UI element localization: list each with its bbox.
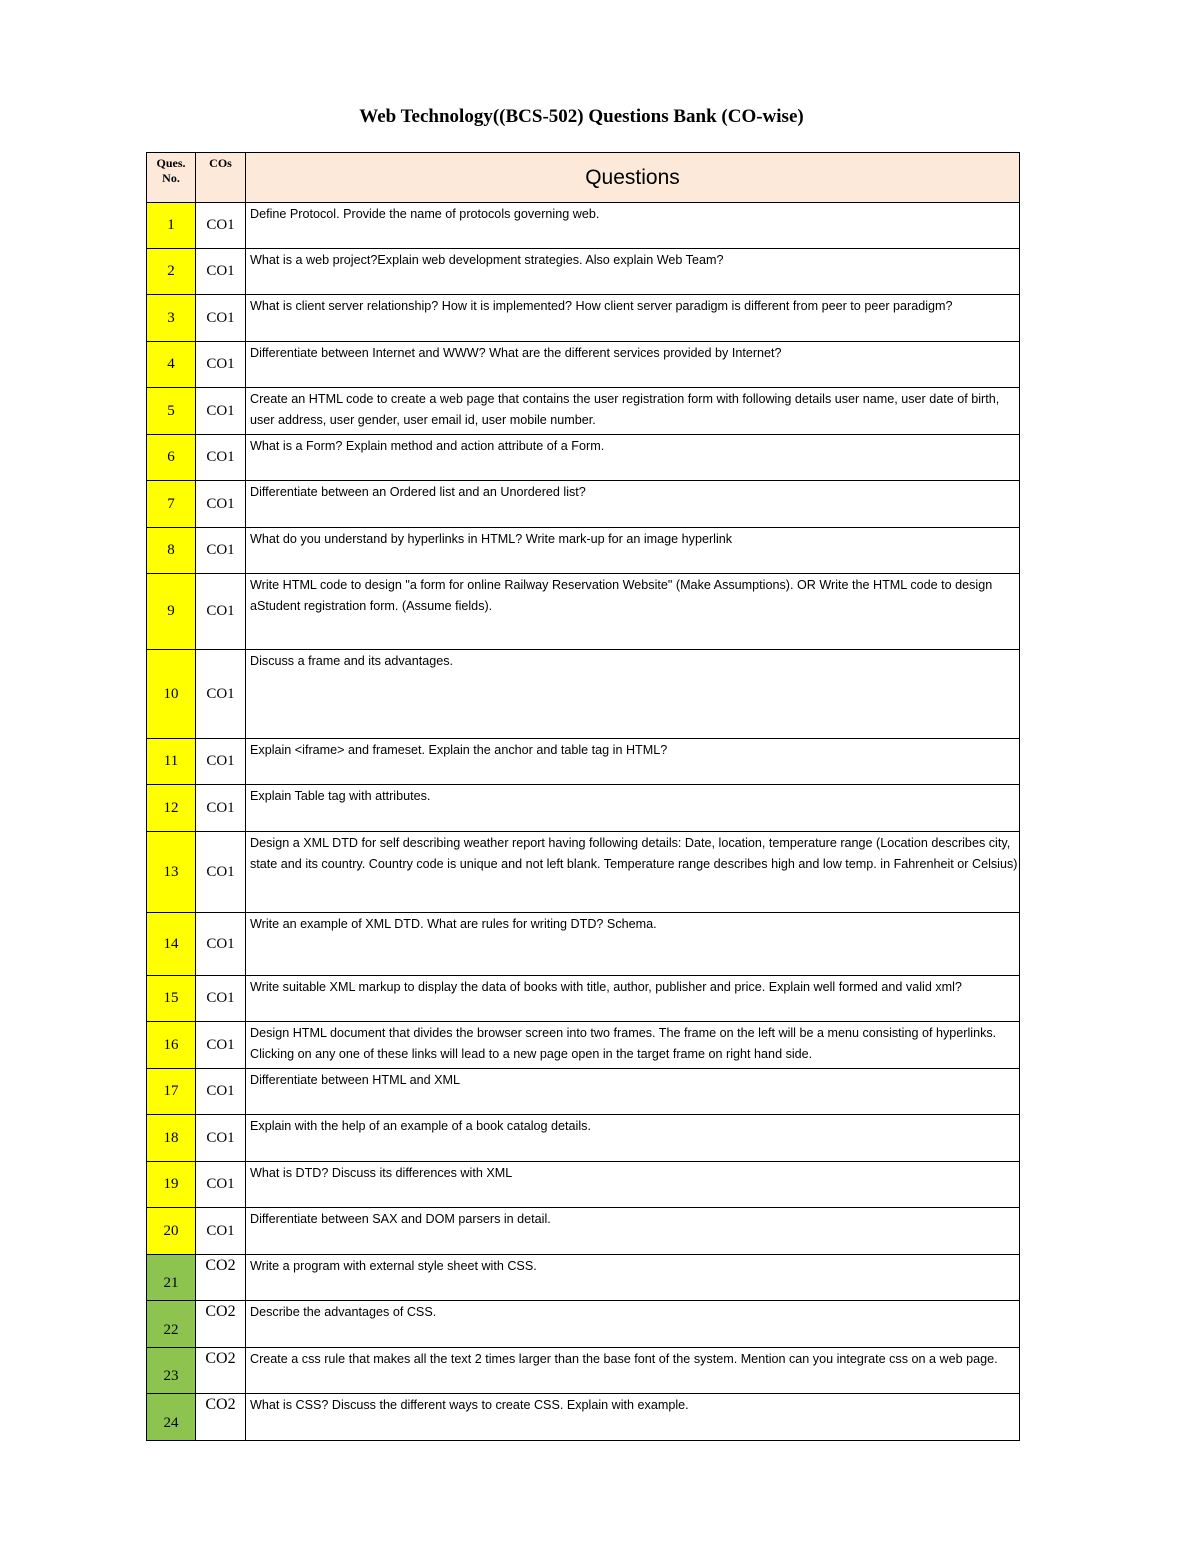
course-outcome: CO1 <box>196 295 246 342</box>
question-text: Differentiate between HTML and XML <box>246 1069 1020 1115</box>
table-row <box>147 1022 1020 1069</box>
question-text: Describe the advantages of CSS. <box>246 1301 1020 1348</box>
table-row <box>147 249 1020 295</box>
table-row <box>147 785 1020 832</box>
question-text: Write an example of XML DTD. What are rules for writing DTD? Schema. <box>246 913 1020 976</box>
question-number: 11 <box>147 739 196 785</box>
table-row <box>147 1301 1020 1348</box>
course-outcome: CO2 <box>196 1301 246 1348</box>
question-text: Define Protocol. Provide the name of protocols governing web. <box>246 203 1020 249</box>
course-outcome: CO1 <box>196 976 246 1022</box>
question-text: What is DTD? Discuss its differences with XML <box>246 1162 1020 1208</box>
course-outcome: CO1 <box>196 785 246 832</box>
question-text: Explain with the help of an example of a book catalog details. <box>246 1115 1020 1162</box>
question-number: 21 <box>147 1255 196 1301</box>
table-header-row <box>147 153 1020 203</box>
question-number: 23 <box>147 1348 196 1394</box>
table-row <box>147 739 1020 785</box>
header-cos: COs <box>196 153 246 203</box>
question-number: 14 <box>147 913 196 976</box>
table-row <box>147 528 1020 574</box>
page-title: Web Technology((BCS-502) Questions Bank (CO-wise) <box>359 106 804 127</box>
question-number: 22 <box>147 1301 196 1348</box>
question-text: Explain <iframe> and frameset. Explain the anchor and table tag in HTML? <box>246 739 1020 785</box>
question-number: 1 <box>147 203 196 249</box>
question-number: 17 <box>147 1069 196 1115</box>
question-number: 18 <box>147 1115 196 1162</box>
table-row <box>147 976 1020 1022</box>
question-number: 24 <box>147 1394 196 1441</box>
table-row <box>147 832 1020 913</box>
question-text: What is client server relationship? How it is implemented? How client server paradigm is different from peer to peer paradigm? <box>246 295 1020 342</box>
table-row <box>147 295 1020 342</box>
question-text: What is a Form? Explain method and action attribute of a Form. <box>246 435 1020 481</box>
table-row <box>147 1348 1020 1394</box>
table-row <box>147 203 1020 249</box>
table-row <box>147 342 1020 388</box>
question-text: Write suitable XML markup to display the data of books with title, author, publisher and price. Explain well formed and valid xml? <box>246 976 1020 1022</box>
question-text: Discuss a frame and its advantages. <box>246 650 1020 739</box>
question-number: 5 <box>147 388 196 435</box>
question-text: Write a program with external style sheet with CSS. <box>246 1255 1020 1301</box>
table-body <box>147 203 1020 1441</box>
table-row <box>147 1162 1020 1208</box>
course-outcome: CO1 <box>196 832 246 913</box>
question-text: Design a XML DTD for self describing weather report having following details: Date, location, temperature range (Location describes city, state and its country. Country code is unique and not left blank. Temperature range describes high and low temp. in Fahrenheit or Celsius) <box>246 832 1020 913</box>
question-number: 3 <box>147 295 196 342</box>
course-outcome: CO1 <box>196 1115 246 1162</box>
header-questions: Questions <box>246 153 1020 203</box>
table-row <box>147 1208 1020 1255</box>
question-text: Create an HTML code to create a web page that contains the user registration form with following details user name, user date of birth, user address, user gender, user email id, user mobile number. <box>246 388 1020 435</box>
table-row <box>147 1394 1020 1441</box>
question-text: Differentiate between Internet and WWW? What are the different services provided by Internet? <box>246 342 1020 388</box>
question-text: Differentiate between an Ordered list and an Unordered list? <box>246 481 1020 528</box>
question-number: 20 <box>147 1208 196 1255</box>
course-outcome: CO1 <box>196 1069 246 1115</box>
course-outcome: CO1 <box>196 203 246 249</box>
question-number: 13 <box>147 832 196 913</box>
header-ques-no: Ques. No. <box>147 153 196 203</box>
question-bank-table <box>146 152 1020 1441</box>
question-text: Write HTML code to design "a form for online Railway Reservation Website" (Make Assumptions). OR Write the HTML code to design aStudent registration form. (Assume fields). <box>246 574 1020 650</box>
table-row <box>147 913 1020 976</box>
course-outcome: CO1 <box>196 913 246 976</box>
table-row <box>147 435 1020 481</box>
question-number: 16 <box>147 1022 196 1069</box>
question-text: What is CSS? Discuss the different ways to create CSS. Explain with example. <box>246 1394 1020 1441</box>
course-outcome: CO1 <box>196 528 246 574</box>
table-row <box>147 388 1020 435</box>
course-outcome: CO1 <box>196 342 246 388</box>
course-outcome: CO1 <box>196 435 246 481</box>
table-row <box>147 1255 1020 1301</box>
table-row <box>147 1069 1020 1115</box>
question-number: 7 <box>147 481 196 528</box>
question-number: 4 <box>147 342 196 388</box>
question-number: 12 <box>147 785 196 832</box>
question-number: 9 <box>147 574 196 650</box>
course-outcome: CO1 <box>196 1208 246 1255</box>
question-number: 19 <box>147 1162 196 1208</box>
question-text: Differentiate between SAX and DOM parsers in detail. <box>246 1208 1020 1255</box>
question-text: Design HTML document that divides the browser screen into two frames. The frame on the left will be a menu consisting of hyperlinks. Clicking on any one of these links will lead to a new page open in the target frame on right hand side. <box>246 1022 1020 1069</box>
question-text: What is a web project?Explain web development strategies. Also explain Web Team? <box>246 249 1020 295</box>
course-outcome: CO2 <box>196 1348 246 1394</box>
question-number: 8 <box>147 528 196 574</box>
question-text: Explain Table tag with attributes. <box>246 785 1020 832</box>
course-outcome: CO1 <box>196 739 246 785</box>
question-number: 15 <box>147 976 196 1022</box>
table-row <box>147 650 1020 739</box>
course-outcome: CO2 <box>196 1255 246 1301</box>
course-outcome: CO1 <box>196 388 246 435</box>
question-text: Create a css rule that makes all the text 2 times larger than the base font of the system. Mention can you integrate css on a web page. <box>246 1348 1020 1394</box>
table-row <box>147 574 1020 650</box>
question-number: 6 <box>147 435 196 481</box>
question-text: What do you understand by hyperlinks in HTML? Write mark-up for an image hyperlink <box>246 528 1020 574</box>
course-outcome: CO1 <box>196 650 246 739</box>
course-outcome: CO1 <box>196 249 246 295</box>
table-row <box>147 1115 1020 1162</box>
question-number: 2 <box>147 249 196 295</box>
course-outcome: CO1 <box>196 481 246 528</box>
course-outcome: CO1 <box>196 574 246 650</box>
course-outcome: CO1 <box>196 1022 246 1069</box>
course-outcome: CO1 <box>196 1162 246 1208</box>
question-number: 10 <box>147 650 196 739</box>
table-row <box>147 481 1020 528</box>
course-outcome: CO2 <box>196 1394 246 1441</box>
